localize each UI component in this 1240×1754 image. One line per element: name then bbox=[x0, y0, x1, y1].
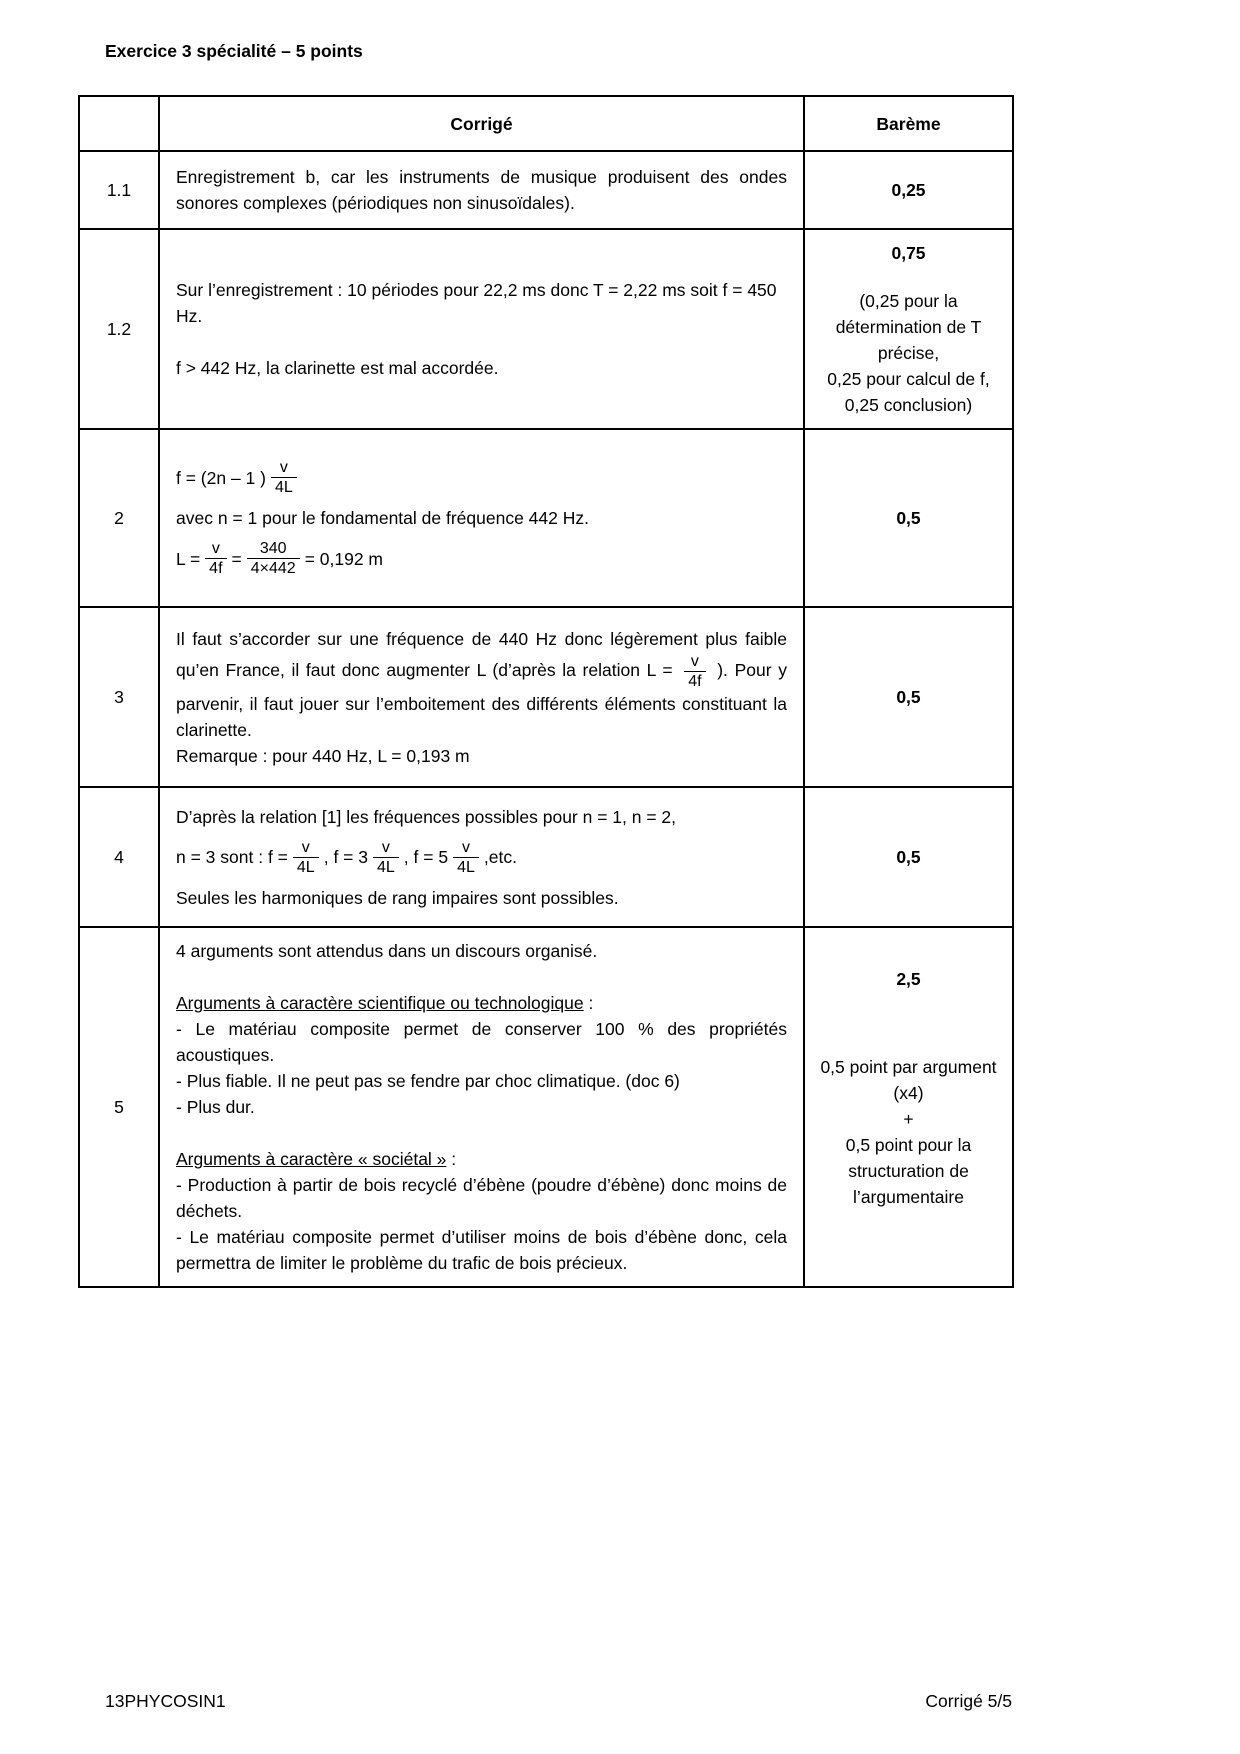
row-5-item: - Le matériau composite permet de conserver 100 % des propriétés acoustiques. bbox=[176, 1019, 787, 1065]
row-1-2-detail-line-3: 0,25 conclusion) bbox=[844, 395, 973, 415]
row-1-2-number: 1.2 bbox=[79, 229, 159, 429]
row-3-paragraph bbox=[176, 626, 787, 743]
row-3-number: 3 bbox=[79, 607, 159, 787]
row-5-item: - Le matériau composite permet d’utiliser moins de bois d’ébène donc, cela permettra de limiter le problème du trafic de bois précieux. bbox=[176, 1227, 787, 1273]
answer-table bbox=[78, 95, 1014, 1288]
row-5-number: 5 bbox=[79, 927, 159, 1287]
table-row-1-1 bbox=[79, 151, 1013, 229]
row-5-detail-line-1: 0,5 point par argument (x4) bbox=[820, 1057, 997, 1103]
row-5-intro: 4 arguments sont attendus dans un discours organisé. bbox=[176, 941, 598, 961]
row-5-heading-1: Arguments à caractère scientifique ou technologique : bbox=[176, 993, 594, 1013]
row-5-heading-2: Arguments à caractère « sociétal » : bbox=[176, 1149, 457, 1169]
fraction-v-4L: $\frac{v}{4L}$ bbox=[271, 458, 297, 497]
row-2-answer bbox=[159, 429, 804, 607]
fraction-v-4L: $\frac{v}{4L}$ bbox=[453, 838, 479, 877]
fraction-v-4f: $\frac{v}{4f}$ bbox=[205, 539, 226, 578]
row-3-answer bbox=[159, 607, 804, 787]
row-3-text-before: Il faut s’accorder sur une fréquence de 440 Hz donc légèrement plus faible qu’en France, il faut donc augmenter L (d’après la relation bbox=[176, 628, 787, 680]
header-corrige: Corrigé bbox=[159, 96, 804, 151]
row-4-number: 4 bbox=[79, 787, 159, 927]
row-1-2-points-detail bbox=[815, 288, 1002, 418]
row-1-1-bareme bbox=[804, 151, 1013, 229]
row-4-suffix: ,etc. bbox=[483, 847, 517, 867]
row-5-detail-line-2: 0,5 point pour la structuration de l’argumentaire bbox=[845, 1135, 972, 1207]
row-1-2-paragraph-1: Sur l’enregistrement : 10 périodes pour 22,2 ms donc T = 2,22 ms soit f = 450 Hz. bbox=[176, 280, 777, 326]
row-4-line-2-prefix: n = 3 sont : bbox=[176, 847, 264, 867]
row-5-bareme bbox=[804, 927, 1013, 1287]
row-3-points: 0,5 bbox=[896, 687, 921, 707]
row-4-formula-line bbox=[176, 838, 787, 877]
row-1-1-text: Enregistrement b, car les instruments de musique produisent des ondes sonores complexes (périodiques non sinusoïdales). bbox=[176, 167, 787, 213]
fraction-v-4f: $\frac{v}{4f}$ bbox=[684, 652, 705, 691]
row-4-line-1: D’après la relation [1] les fréquences possibles pour n = 1, n = 2, bbox=[176, 806, 677, 827]
page-title: Exercice 3 spécialité – 5 points bbox=[105, 41, 363, 61]
row-1-2-paragraph-2: f > 442 Hz, la clarinette est mal accordée. bbox=[176, 358, 499, 378]
row-3-frac-lhs: L = bbox=[646, 659, 673, 680]
row-4-frac-2-lhs: f = 3 bbox=[333, 847, 368, 867]
row-5-answer bbox=[159, 927, 804, 1287]
row-5-points: 2,5 bbox=[896, 969, 921, 989]
footer-page-number: Corrigé 5/5 bbox=[925, 1691, 1012, 1711]
row-2-formula-2-equals: = bbox=[231, 548, 242, 569]
row-1-2-answer bbox=[159, 229, 804, 429]
row-5-item: - Plus dur. bbox=[176, 1097, 255, 1117]
row-4-frac-3-lhs: f = 5 bbox=[413, 847, 449, 867]
footer-document-code: 13PHYCOSIN1 bbox=[105, 1691, 226, 1711]
fraction-v-4L: $\frac{v}{4L}$ bbox=[293, 838, 319, 877]
row-4-frac-1-lhs: f = bbox=[267, 847, 288, 867]
row-1-2-detail-line-2: 0,25 pour calcul de f, bbox=[827, 369, 990, 389]
row-2-formula-1-lhs: f = (2n – 1 ) bbox=[176, 467, 266, 488]
row-2-formula-2-lhs: L = bbox=[176, 548, 201, 569]
row-2-text: avec n = 1 pour le fondamental de fréquence 442 Hz. bbox=[176, 508, 589, 528]
row-5-item: - Production à partir de bois recyclé d’ébène (poudre d’ébène) donc moins de déchets. bbox=[176, 1175, 787, 1221]
fraction-340-4x442: $\frac{340}{4\times 442}$ bbox=[247, 539, 300, 578]
row-1-1-number: 1.1 bbox=[79, 151, 159, 229]
table-header-row bbox=[79, 96, 1013, 151]
page-footer bbox=[105, 1688, 1012, 1714]
row-3-text-after: ). Pour y parvenir, il faut jouer sur l’emboitement des différents éléments constituant la clarinette. bbox=[176, 659, 787, 740]
table-row-2 bbox=[79, 429, 1013, 607]
row-1-2-bareme bbox=[804, 229, 1013, 429]
fraction-v-4L: $\frac{v}{4L}$ bbox=[373, 838, 399, 877]
header-empty-cell bbox=[79, 96, 159, 151]
row-4-separator-1: , bbox=[323, 847, 329, 867]
row-1-1-answer bbox=[159, 151, 804, 229]
row-3-bareme bbox=[804, 607, 1013, 787]
row-4-line-3: Seules les harmoniques de rang impaires sont possibles. bbox=[176, 887, 619, 908]
row-1-2-points: 0,75 bbox=[891, 243, 926, 263]
table-row-3 bbox=[79, 607, 1013, 787]
row-3-remark: Remarque : pour 440 Hz, L = 0,193 m bbox=[176, 745, 470, 766]
row-4-points: 0,5 bbox=[896, 847, 921, 867]
row-4-bareme bbox=[804, 787, 1013, 927]
row-2-formula-2 bbox=[176, 539, 787, 578]
header-bareme: Barème bbox=[804, 96, 1013, 151]
row-2-points: 0,5 bbox=[896, 508, 921, 528]
row-5-item: - Plus fiable. Il ne peut pas se fendre par choc climatique. (doc 6) bbox=[176, 1071, 680, 1091]
row-5-plus-sign: + bbox=[903, 1109, 914, 1129]
row-2-bareme bbox=[804, 429, 1013, 607]
table-row-1-2 bbox=[79, 229, 1013, 429]
row-1-1-points: 0,25 bbox=[891, 180, 926, 200]
table-row-4 bbox=[79, 787, 1013, 927]
row-2-formula-2-result: = 0,192 m bbox=[304, 548, 384, 569]
row-2-number: 2 bbox=[79, 429, 159, 607]
row-2-formula-1 bbox=[176, 458, 787, 497]
row-4-separator-2: , bbox=[403, 847, 409, 867]
table-row-5 bbox=[79, 927, 1013, 1287]
row-4-answer bbox=[159, 787, 804, 927]
row-1-2-detail-line-1: (0,25 pour la détermination de T précise, bbox=[835, 291, 982, 363]
